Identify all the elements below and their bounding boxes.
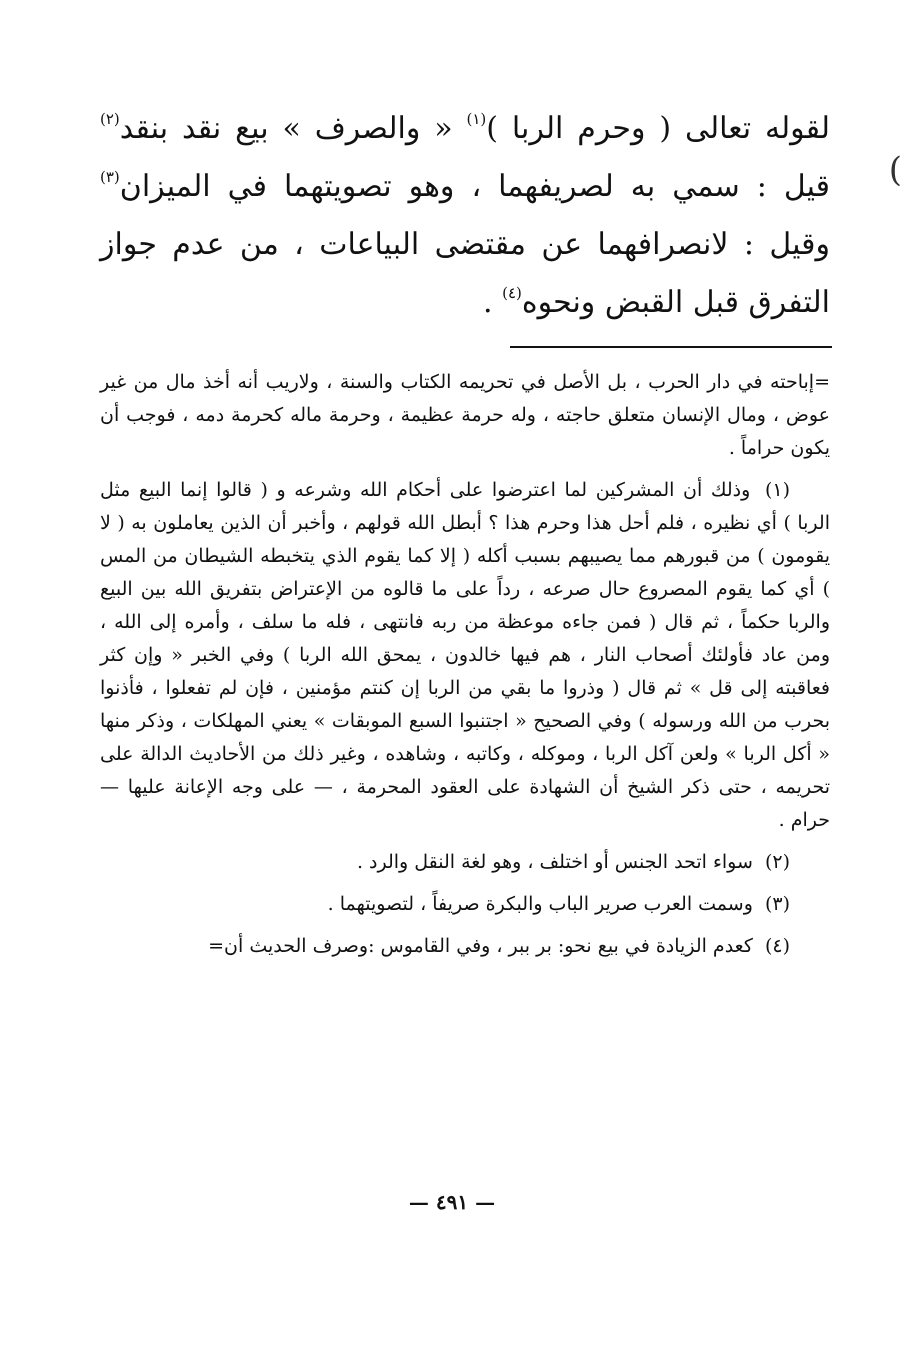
page-number: — ٤٩١ — (408, 1190, 496, 1214)
main-line-2: « والصرف » بيع نقد بنقد (119, 111, 453, 146)
footnote-1 (100, 474, 830, 837)
footnote-1-text: وذلك أن المشركين لما اعترضوا على أحكام الله وشرعه و ( قالوا إنما البيع مثل الربا ) أي نظيره ، فلم أحل هذا وحرم هذا ؟ أبطل الله قولهم ، وأخبر أن الذين يعاملون به ( لا يقومون ) من قبورهم مما يصيبهم بسبب أكله ( إلا كما يقوم الذي يتخبطه الشيطان من المس ) أي كما يقوم المصروع حال صرعه ، رداً على ما قالوه من الإعتراض بتفريق الله بين البيع والربا حكماً ، ثم قال ( فمن جاءه موعظة من ربه فانتهى ، فله ما سلف ، وأمره إلى الله ، ومن عاد فأولئك أصحاب النار ، هم فيها خالدون ، يمحق الله الربا ) وفي الخبر « وإن كثر فعاقبته إلى قل » ثم قال ( وذروا ما بقي من الربا إن كنتم مؤمنين ، فإن لم تفعلوا ، فأذنوا بحرب من الله ورسوله ) وفي الصحيح « اجتنبوا السبع الموبقات » يعني المهلكات ، وذكر منها « أكل الربا » ولعن آكل الربا ، وموكله ، وكاتبه ، وشاهده ، وغير ذلك من الأحاديث الدالة على تحريمه ، حتى ذكر الشيخ أن الشهادة على العقود المحرمة ، — على وجه الإعانة عليها — حرام . (100, 479, 831, 831)
footnote-divider (510, 346, 832, 348)
footnote-continuation: =إباحته في دار الحرب ، بل الأصل في تحريمه الكتاب والسنة ، ولاريب أنه أخذ مال من غير عوض ، ومال الإنسان متعلق حاجته ، وله حرمة عظيمة ، وحرمة ماله كحرمة دمه ، فوجب أن يكون حراماً . (100, 371, 830, 459)
footnotes-block (100, 366, 830, 972)
footnote-2-text: سواء اتحد الجنس أو اختلف ، وهو لغة النقل والرد . (356, 851, 753, 873)
footnote-2-number: (٢) (764, 851, 790, 873)
main-line-3: قيل : سمي به لصريفهما ، وهو تصويتهما في الميزان (119, 169, 830, 204)
footnote-ref-4: (٤) (502, 284, 522, 302)
main-line-4: وقيل : لانصرافهما عن مقتضى البياعات ، من عدم جواز التفرق قبل القبض ونحوه (100, 227, 830, 320)
footnote-1-number: (١) (764, 479, 790, 501)
main-paragraph (100, 100, 830, 332)
footnote-ref-3: (٣) (100, 168, 120, 186)
main-line-1: لقوله تعالى ( وحرم الربا ) (486, 111, 830, 146)
main-line-end: . (482, 285, 493, 320)
footnote-4-text: كعدم الزيادة في بيع نحو: بر ببر ، وفي القاموس :وصرف الحديث أن= (208, 935, 753, 957)
margin-bracket-mark: ( (888, 150, 902, 190)
footnote-2 (100, 846, 830, 879)
footnote-4 (100, 930, 830, 963)
footnote-3-number: (٣) (764, 893, 790, 915)
footnote-ref-2: (٢) (100, 110, 120, 128)
main-text-block (100, 100, 830, 332)
footnote-3-text: وسمت العرب صرير الباب والبكرة صريفاً ، لتصويتهما . (327, 893, 753, 915)
footnote-ref-1: (١) (466, 110, 487, 128)
footnote-3 (100, 888, 830, 921)
footnote-4-number: (٤) (764, 935, 790, 957)
